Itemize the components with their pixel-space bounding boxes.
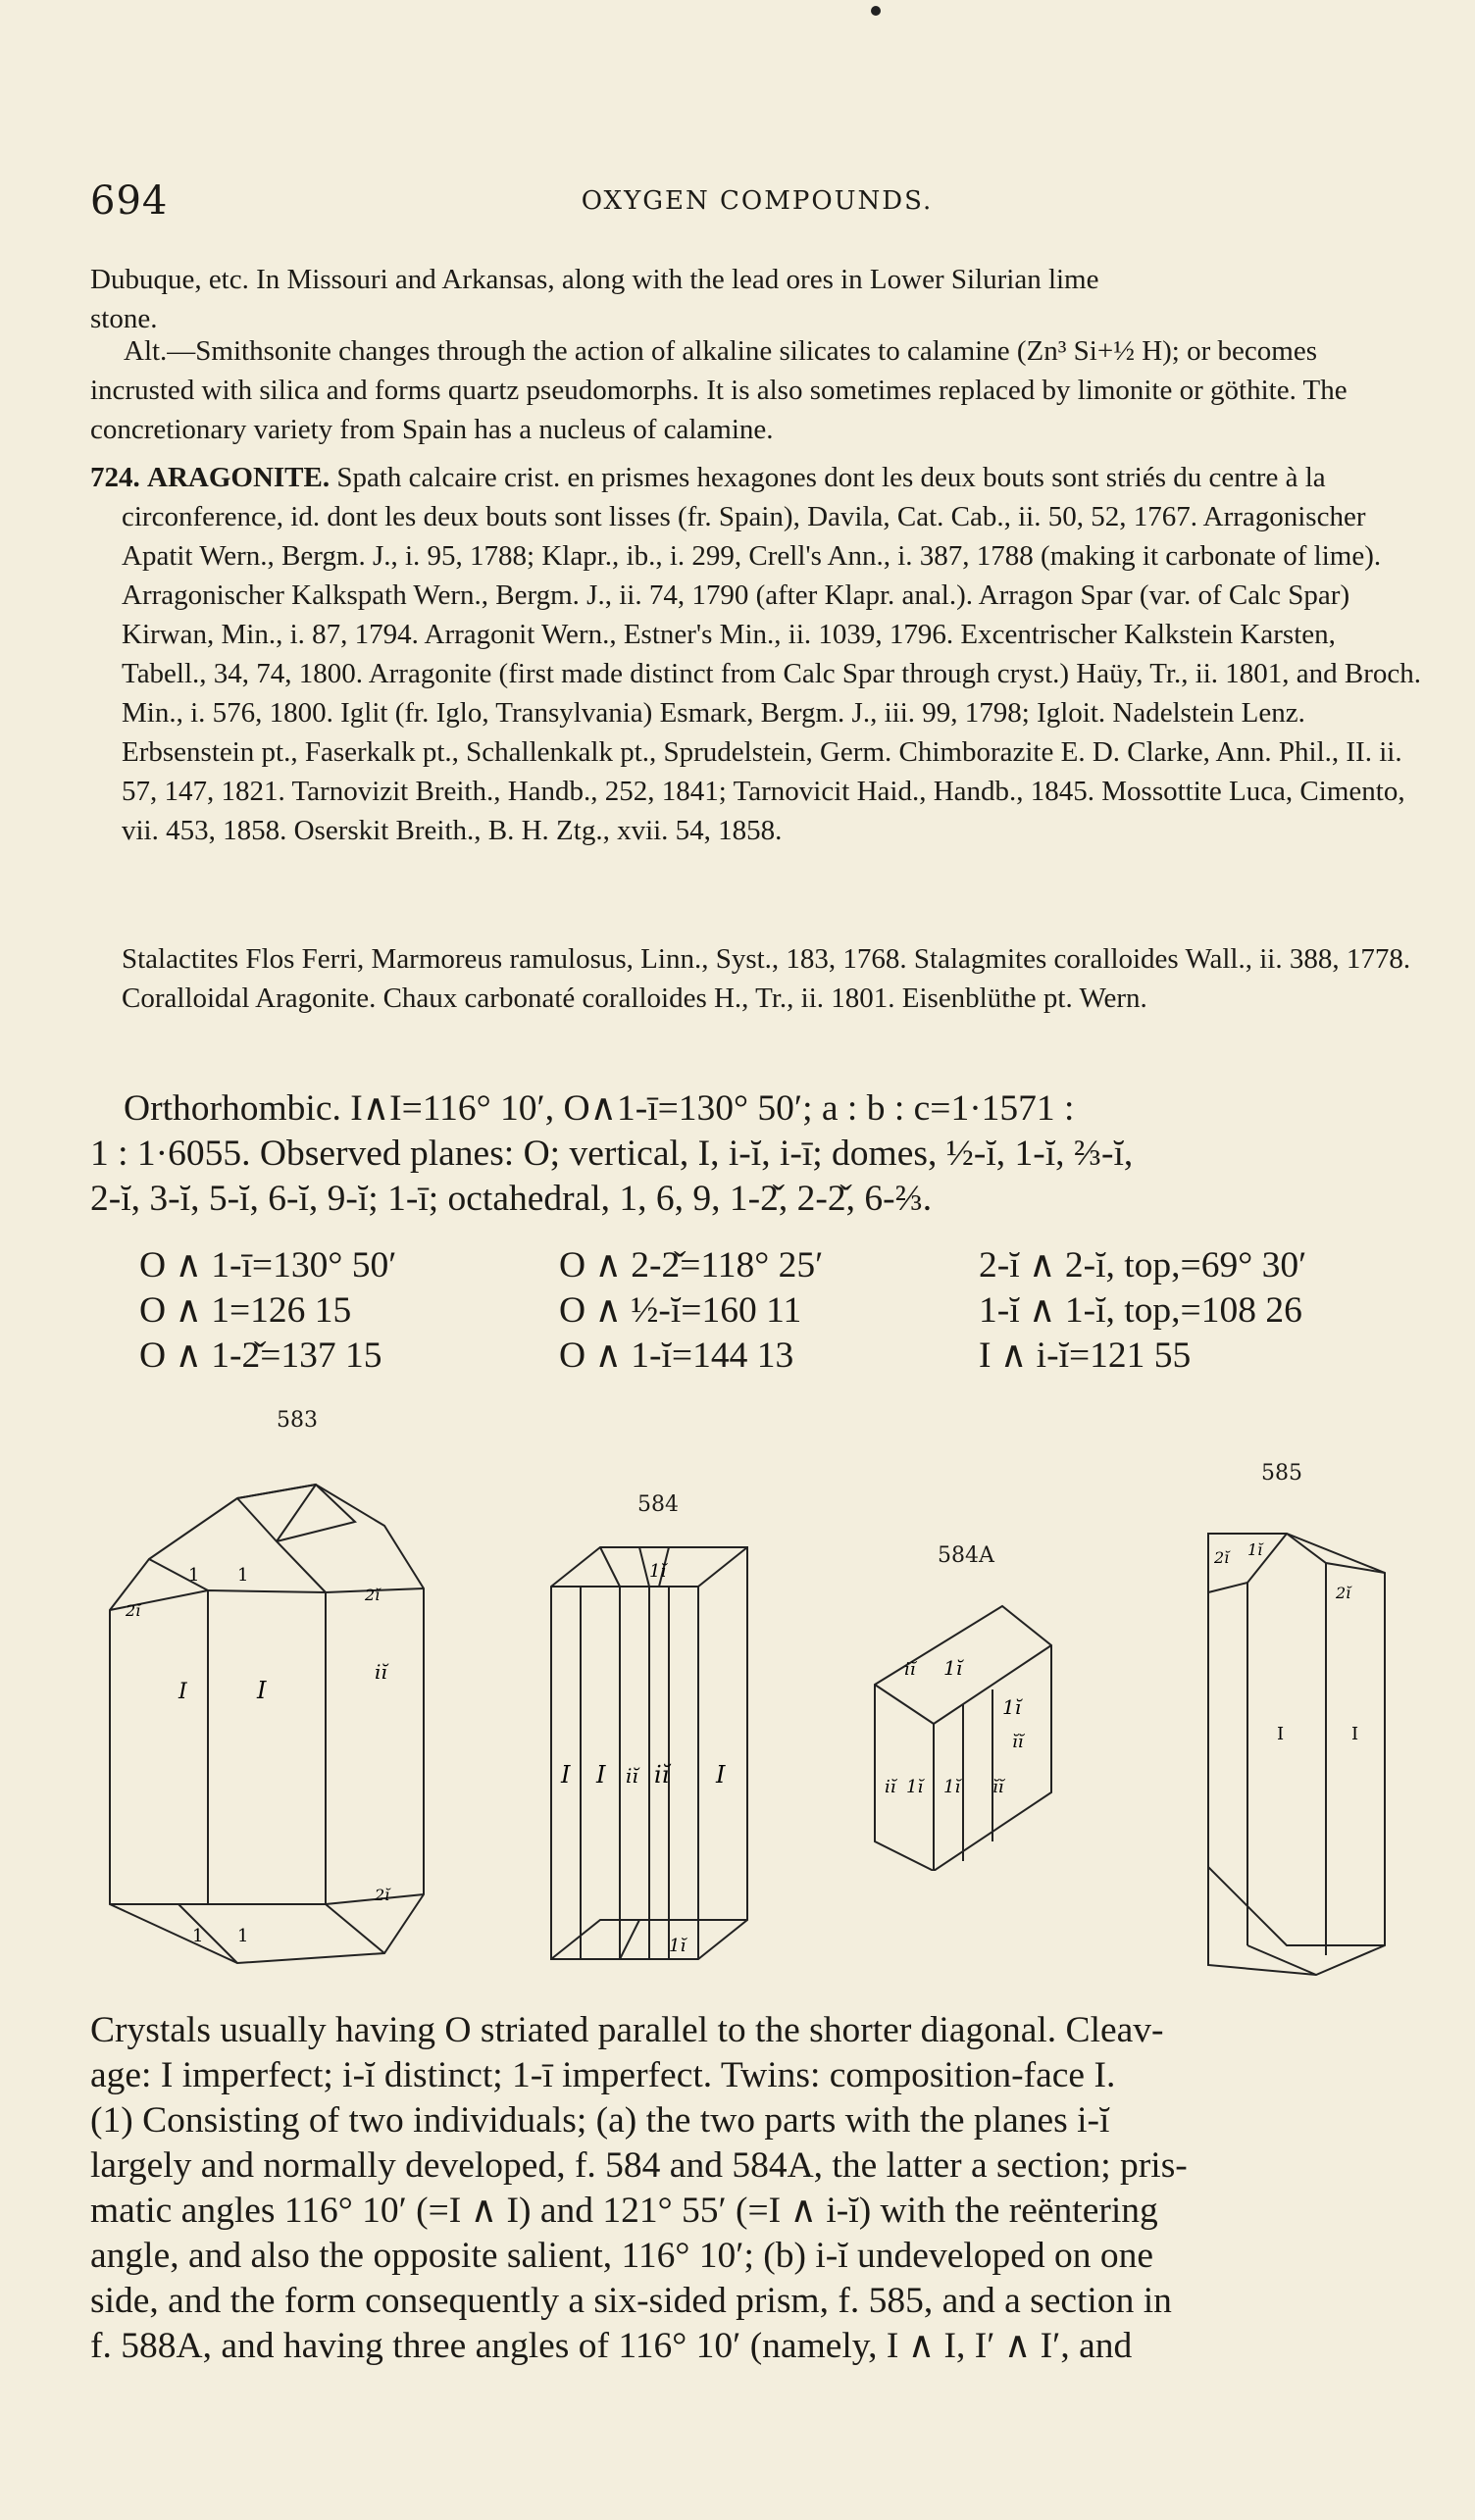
stalactites-paragraph	[122, 939, 1424, 1018]
face-label: I	[1277, 1724, 1285, 1744]
text-line: largely and normally developed, f. 584 and 584A, the latter a section; pris-	[90, 2145, 1188, 2186]
face-label: ĭĭ	[992, 1777, 1004, 1797]
face-label: 2ĭ	[375, 1886, 390, 1904]
face-label: iĭ	[375, 1660, 387, 1684]
angle-cell: O ∧ ½-ĭ=160 11	[559, 1290, 802, 1331]
intro-line-2: stone.	[90, 303, 158, 334]
face-label: 1ĭ	[943, 1656, 963, 1680]
text-line: (1) Consisting of two individuals; (a) the two parts with the planes i-ĭ	[90, 2100, 1110, 2141]
text-line: side, and the form consequently a six-sided prism, f. 585, and a section in	[90, 2281, 1172, 2321]
face-label: 1	[237, 1565, 249, 1586]
face-label: 1	[188, 1565, 200, 1586]
face-label: iĭ	[885, 1777, 896, 1797]
crystal-description	[90, 1086, 1434, 1222]
aragonite-entry	[90, 458, 1424, 850]
text-line: matic angles 116° 10′ (=I ∧ I) and 121° 55′ (=I ∧ i-ĭ) with the reëntering	[90, 2191, 1158, 2231]
face-label: I	[596, 1761, 606, 1789]
face-label: I	[257, 1677, 267, 1704]
face-label: 1	[237, 1926, 249, 1946]
figures-row	[90, 1400, 1434, 1989]
angle-cell: 1-ĭ ∧ 1-ĭ, top,=108 26	[979, 1290, 1302, 1331]
figure-583	[90, 1443, 463, 1973]
face-label: iĭ	[626, 1764, 638, 1788]
text-line: Crystals usually having O striated parallel to the shorter diagonal. Cleav-	[90, 2010, 1164, 2050]
intro-text	[90, 260, 1424, 338]
text-line: age: I imperfect; i-ĭ distinct; 1-ī imperfect. Twins: composition-face I.	[90, 2055, 1116, 2095]
intro-line-1: Dubuque, etc. In Missouri and Arkansas, along with the lead ores in Lower Silurian lime	[90, 264, 1099, 295]
figure-584	[522, 1528, 777, 1969]
synonymy-text: Spath calcaire crist. en prismes hexagones dont les deux bouts sont striés du centre à la circonference, id. dont les deux bouts sont lisses (fr. Spain), Davila, Cat. Cab., ii. 50, 52, 1767. Arragonischer Apatit Wern., Bergm. J., i. 95, 1788; Klapr., ib., i. 299, Crell's Ann., i. 387, 1788 (making it carbonate of lime). Arragonischer Kalkspath Wern., Bergm. J., ii. 74, 1790 (after Klapr. anal.). Arragon Spar (var. of Calc Spar) Kirwan, Min., i. 87, 1794. Arragonit Wern., Estner's Min., ii. 1039, 1796. Excentrischer Kalkstein Karsten, Tabell., 34, 74, 1800. Arragonite (first made distinct from Calc Spar through cryst.) Haüy, Tr., ii. 1801, and Broch. Min., i. 576, 1800. Iglit (fr. Iglo, Transylvania) Esmark, Bergm. J., iii. 99, 1798; Igloit. Nadelstein Lenz. Erbsenstein pt., Faserkalk pt., Schallenkalk pt., Sprudelstein, Germ. Chimborazite E. D. Clarke, Ann. Phil., II. ii. 57, 147, 1821. Tarnovizit Breith., Handb., 252, 1841; Tarnovicit Haid., Handb., 1845. Mossottite Luca, Cimento, vii. 453, 1858. Oserskit Breith., B. H. Ztg., xvii. 54, 1858.	[122, 462, 1422, 846]
face-label: 1	[192, 1926, 204, 1946]
face-label: 1ĭ	[943, 1777, 961, 1797]
angle-cell: I ∧ i-ĭ=121 55	[979, 1336, 1192, 1376]
face-label: 1ĭ	[906, 1777, 924, 1797]
crystal-line-3: 2-ĭ, 3-ĭ, 5-ĭ, 6-ĭ, 9-ĭ; 1-ī; octahedral, 1, 6, 9, 1-2̌, 2-2̌, 6-⅔.	[90, 1179, 933, 1219]
angle-cell: 2-ĭ ∧ 2-ĭ, top,=69° 30′	[979, 1245, 1307, 1285]
running-header	[90, 178, 1424, 227]
alteration-paragraph: Alt.—Smithsonite changes through the action of alkaline silicates to calamine (Zn³ Si+½ H); or becomes incrusted with silica and forms quartz pseudomorphs. It is also sometimes replaced by limonite or göthite. The concretionary variety from Spain has a nucleus of calamine.	[90, 335, 1348, 445]
figure-585	[1179, 1494, 1434, 1985]
face-label: 1ĭ	[1247, 1540, 1263, 1559]
face-label: I	[178, 1680, 187, 1704]
running-title: OXYGEN COMPOUNDS.	[581, 186, 934, 216]
face-label: 2ĭ	[126, 1601, 141, 1620]
figure-584a	[855, 1577, 1091, 1871]
entry-number: 724.	[90, 462, 140, 493]
angle-cell: O ∧ 1-2̌=137 15	[139, 1336, 382, 1376]
crystal-line-2: 1 : 1·6055. Observed planes: O; vertical, I, i-ĭ, i-ī; domes, ½-ĭ, 1-ĭ, ⅔-ĭ,	[90, 1134, 1134, 1174]
face-label: I	[716, 1761, 726, 1789]
angle-cell: O ∧ 1=126 15	[139, 1290, 352, 1331]
printers-dot	[871, 6, 881, 16]
figure-585-number: 585	[1261, 1461, 1302, 1486]
angle-row	[139, 1334, 1434, 1379]
figure-584-number: 584	[637, 1492, 679, 1517]
figure-584a-number: 584A	[938, 1543, 994, 1568]
angle-table	[139, 1243, 1434, 1379]
crystals-paragraph	[90, 2008, 1424, 2369]
crystal-line-1: Orthorhombic. I∧I=116° 10′, O∧1-ī=130° 50′; a : b : c=1·1571 :	[124, 1088, 1075, 1129]
angle-cell: O ∧ 1-ī=130° 50′	[139, 1245, 397, 1285]
text-line: angle, and also the opposite salient, 116° 10′; (b) i-ĭ undeveloped on one	[90, 2236, 1154, 2276]
face-label: 1ĭ	[649, 1561, 667, 1582]
stalactites-text: Stalactites Flos Ferri, Marmoreus ramulosus, Linn., Syst., 183, 1768. Stalagmites coralloides Wall., ii. 388, 1778. Coralloidal Aragonite. Chaux carbonaté coralloides H., Tr., ii. 1801. Eisenblüthe pt. Wern.	[122, 943, 1411, 1014]
face-label: 2ĭ	[1214, 1548, 1230, 1567]
page-number: 694	[90, 178, 169, 224]
face-label: 2ĭ	[365, 1586, 381, 1604]
face-label: 1ĭ	[1002, 1695, 1022, 1719]
angle-row	[139, 1243, 1434, 1288]
face-label: 2ĭ	[1336, 1584, 1351, 1602]
face-label: I	[561, 1761, 571, 1789]
text-line: f. 588A, and having three angles of 116° 10′ (namely, I ∧ I, I′ ∧ I′, and	[90, 2326, 1133, 2366]
angle-cell: O ∧ 1-ĭ=144 13	[559, 1336, 794, 1376]
face-label: I	[1351, 1724, 1359, 1744]
face-label: iĭ	[904, 1659, 916, 1680]
face-label: ĭĭ	[1012, 1732, 1024, 1752]
face-label: 1ĭ	[669, 1936, 687, 1956]
angle-row	[139, 1288, 1434, 1334]
entry-name: ARAGONITE.	[147, 462, 331, 493]
face-label: iĭ	[654, 1761, 670, 1789]
angle-cell: O ∧ 2-2̌=118° 25′	[559, 1245, 824, 1285]
figure-583-number: 583	[277, 1408, 318, 1433]
